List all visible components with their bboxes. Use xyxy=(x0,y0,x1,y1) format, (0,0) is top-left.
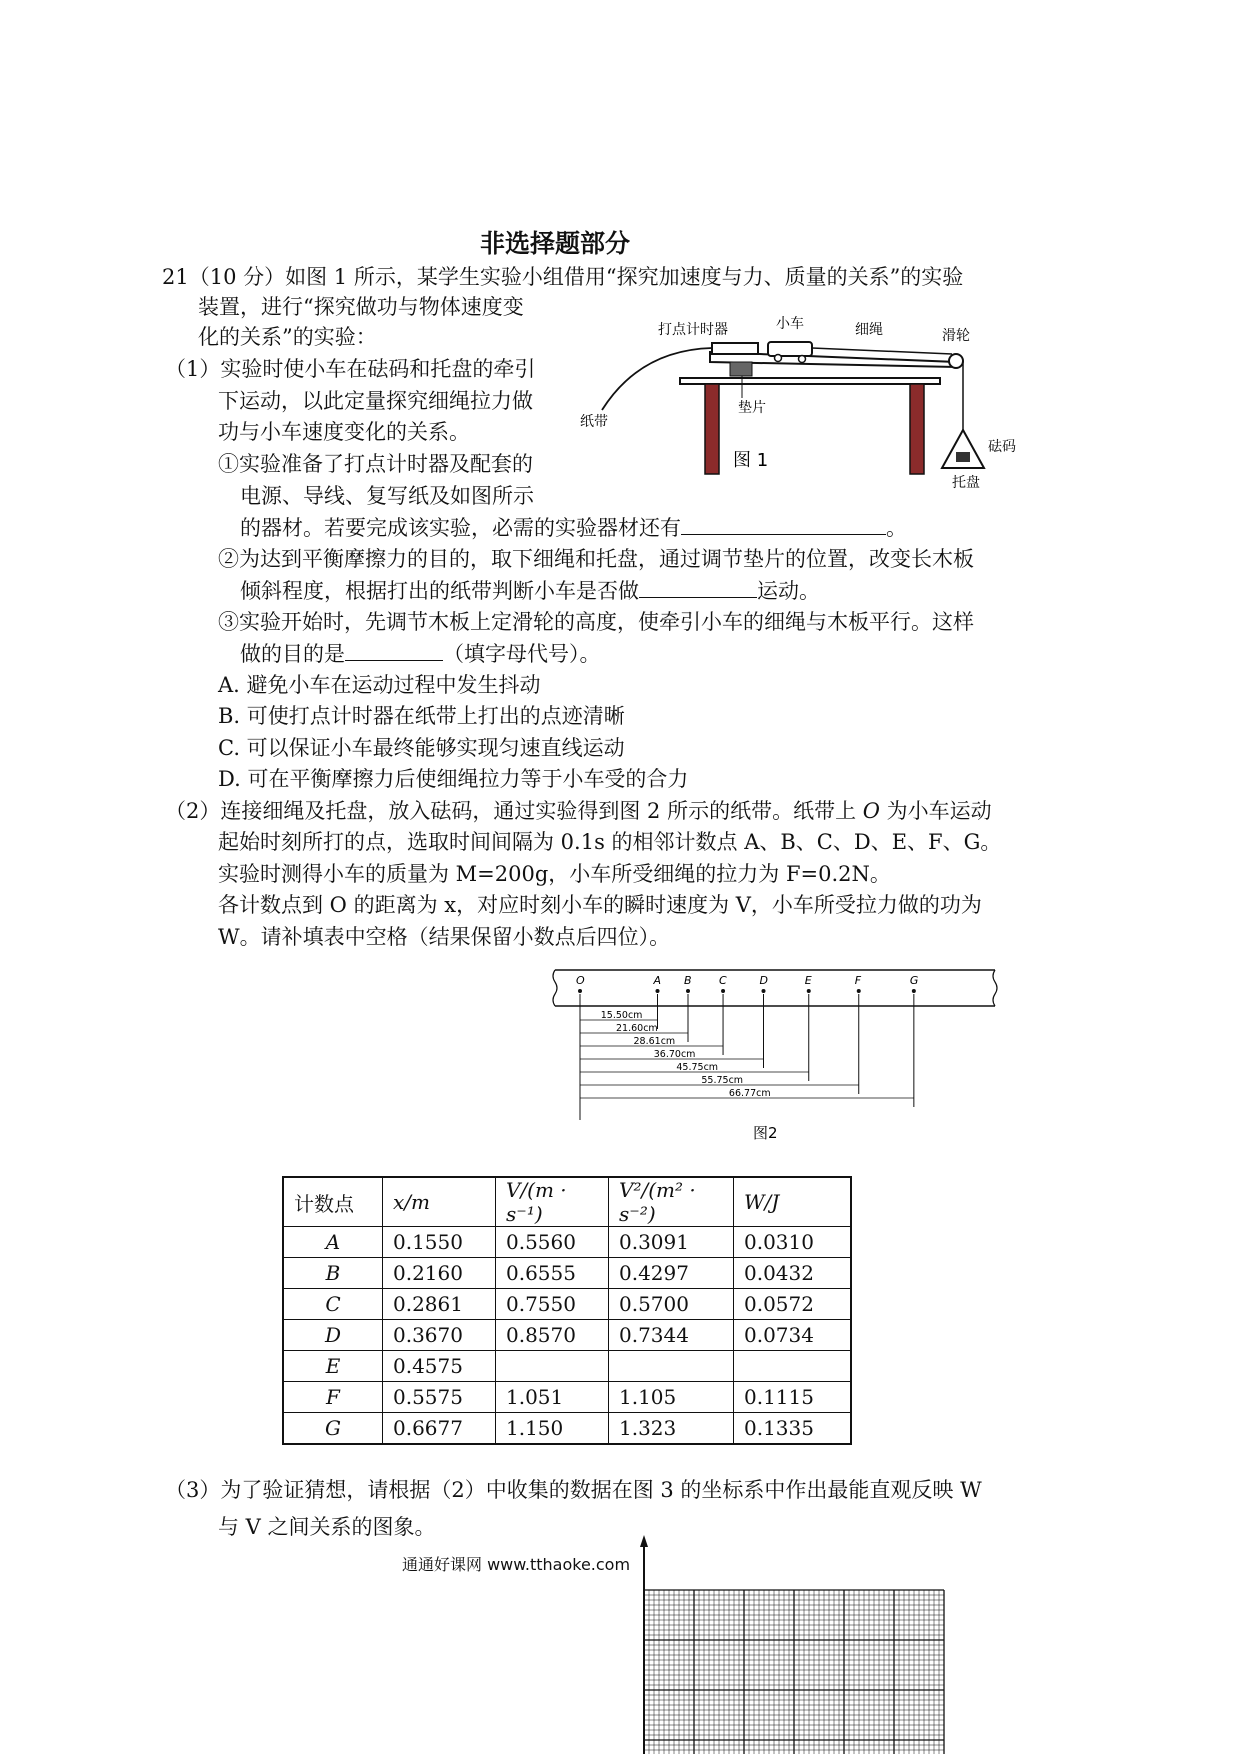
answer-blank-equipment[interactable] xyxy=(681,512,886,535)
tape-dot xyxy=(762,989,766,993)
option-a: A. 避免小车在运动过程中发生抖动 xyxy=(218,673,541,697)
section-title: 非选择题部分 xyxy=(480,229,631,258)
figure-1-apparatus xyxy=(580,310,1020,492)
tape-point-label: B xyxy=(684,974,692,987)
part1-line1: （1）实验时使小车在砝码和托盘的牵引 xyxy=(165,357,536,381)
part2-line3: 实验时测得小车的质量为 M=200g，小车所受细绳的拉力为 F=0.2N。 xyxy=(218,862,891,886)
figure-1-caption: 图 1 xyxy=(733,450,769,471)
table-cell: 0.7344 xyxy=(609,1320,734,1351)
figure-3-graph-paper[interactable] xyxy=(630,1535,950,1754)
table-leg-right xyxy=(910,384,924,474)
tape-point-label: A xyxy=(653,974,662,987)
table-header-row xyxy=(283,1177,851,1227)
table-row xyxy=(283,1351,851,1382)
grid xyxy=(644,1590,944,1754)
part3-line2: 与 V 之间关系的图象。 xyxy=(218,1515,436,1539)
q21-intro-line3: 化的关系”的实验： xyxy=(198,325,377,349)
dimension-label: 55.75cm xyxy=(701,1075,744,1086)
cell-point: E xyxy=(283,1351,383,1382)
table-cell: 0.5575 xyxy=(383,1382,496,1413)
step3-line1: ③实验开始时，先调节木板上定滑轮的高度，使牵引小车的细绳与木板平行。这样 xyxy=(218,610,974,634)
table-cell[interactable] xyxy=(734,1351,852,1382)
table-row xyxy=(283,1320,851,1351)
figure-2-paper-tape xyxy=(550,960,1000,1145)
dimension-label: 45.75cm xyxy=(676,1062,719,1073)
table-top xyxy=(680,378,940,384)
table-cell: 0.4297 xyxy=(609,1258,734,1289)
tape-dot xyxy=(656,989,660,993)
answer-blank-purpose[interactable] xyxy=(345,638,443,661)
cell-point: G xyxy=(283,1413,383,1445)
part1-line2: 下运动，以此定量探究细绳拉力做 xyxy=(218,389,533,413)
data-table xyxy=(282,1176,852,1445)
table-cell: 1.323 xyxy=(609,1413,734,1445)
tape-dot xyxy=(721,989,725,993)
tape-dot xyxy=(912,989,916,993)
step1-end: 。 xyxy=(886,516,907,540)
answer-blank-motion[interactable] xyxy=(639,575,757,598)
step2-end: 运动。 xyxy=(757,579,820,603)
y-axis-arrow-icon xyxy=(640,1535,648,1547)
pulley xyxy=(949,354,963,368)
tape-dot xyxy=(857,989,861,993)
table-cell: 0.4575 xyxy=(383,1351,496,1382)
tray xyxy=(942,430,984,468)
car-body xyxy=(768,342,812,356)
dimension-label: 36.70cm xyxy=(653,1049,696,1060)
step3-line2 xyxy=(240,638,601,669)
weights xyxy=(956,452,970,462)
cell-point: C xyxy=(283,1289,383,1320)
step1-line3 xyxy=(240,512,907,543)
header-x: x/m xyxy=(383,1177,496,1227)
tape-dot xyxy=(686,989,690,993)
timer-device xyxy=(712,343,758,354)
option-b: B. 可使打点计时器在纸带上打出的点迹清晰 xyxy=(218,704,625,728)
step1-line2: 电源、导线、复写纸及如图所示 xyxy=(240,484,534,508)
step2-line2 xyxy=(240,575,820,606)
part2-line1 xyxy=(165,796,992,826)
table-cell: 0.1335 xyxy=(734,1413,852,1445)
label-pulley: 滑轮 xyxy=(942,328,970,344)
table-cell: 0.1550 xyxy=(383,1227,496,1258)
cell-point: A xyxy=(283,1227,383,1258)
tape-point-label: E xyxy=(804,974,812,987)
label-pad: 垫片 xyxy=(738,400,766,416)
table-cell: 0.0310 xyxy=(734,1227,852,1258)
part2-point-o: O xyxy=(862,799,880,823)
part2-text-a: （2）连接细绳及托盘，放入砝码，通过实验得到图 2 所示的纸带。纸带上 xyxy=(165,799,863,823)
table-cell: 0.8570 xyxy=(496,1320,609,1351)
dimension-label: 66.77cm xyxy=(728,1088,771,1099)
label-tape: 纸带 xyxy=(580,414,608,430)
table-cell: 0.3091 xyxy=(609,1227,734,1258)
label-timer: 打点计时器 xyxy=(658,322,728,338)
table-row xyxy=(283,1289,851,1320)
step1-line1: ①实验准备了打点计时器及配套的 xyxy=(218,452,533,476)
table-cell: 0.0734 xyxy=(734,1320,852,1351)
header-v: V/(m · s⁻¹) xyxy=(496,1177,609,1227)
step3-end: （填字母代号）。 xyxy=(443,642,601,666)
cell-point: B xyxy=(283,1258,383,1289)
tape-point-label: F xyxy=(854,974,862,987)
table-row xyxy=(283,1258,851,1289)
figure-2-caption: 图2 xyxy=(753,1124,778,1142)
cell-point: F xyxy=(283,1382,383,1413)
step1-text: 的器材。若要完成该实验，必需的实验器材还有 xyxy=(240,516,681,540)
table-row xyxy=(283,1413,851,1445)
table-cell: 0.0572 xyxy=(734,1289,852,1320)
table-cell: 0.7550 xyxy=(496,1289,609,1320)
option-c: C. 可以保证小车最终能够实现匀速直线运动 xyxy=(218,736,625,760)
q21-intro-line2: 装置，进行“探究做功与物体速度变 xyxy=(198,295,524,319)
table-cell: 0.5700 xyxy=(609,1289,734,1320)
step2-line1: ②为达到平衡摩擦力的目的，取下细绳和托盘，通过调节垫片的位置，改变长木板 xyxy=(218,547,974,571)
watermark-text: 通通好课网 www.tthaoke.com xyxy=(402,1555,631,1574)
header-point: 计数点 xyxy=(283,1177,383,1227)
header-w: W/J xyxy=(734,1177,852,1227)
part3-line1: （3）为了验证猜想，请根据（2）中收集的数据在图 3 的坐标系中作出最能直观反映 W xyxy=(165,1478,982,1502)
tape-dimensions xyxy=(580,1010,914,1099)
cell-point: D xyxy=(283,1320,383,1351)
part2-line5: W。请补填表中空格（结果保留小数点后四位）。 xyxy=(218,925,671,949)
table-cell: 0.1115 xyxy=(734,1382,852,1413)
part1-line3: 功与小车速度变化的关系。 xyxy=(218,420,470,444)
label-car: 小车 xyxy=(776,316,804,332)
label-weight: 砝码 xyxy=(988,439,1016,455)
table-cell: 1.051 xyxy=(496,1382,609,1413)
table-cell: 0.6555 xyxy=(496,1258,609,1289)
table-cell: 1.105 xyxy=(609,1382,734,1413)
table-leg-left xyxy=(705,384,719,474)
table-cell: 1.150 xyxy=(496,1413,609,1445)
table-cell: 0.0432 xyxy=(734,1258,852,1289)
table-cell: 0.6677 xyxy=(383,1413,496,1445)
dimension-label: 28.61cm xyxy=(633,1036,676,1047)
tape-dot xyxy=(807,989,811,993)
table-cell: 0.2160 xyxy=(383,1258,496,1289)
step2-text: 倾斜程度，根据打出的纸带判断小车是否做 xyxy=(240,579,639,603)
tape-point-label: O xyxy=(576,974,585,987)
table-cell: 0.3670 xyxy=(383,1320,496,1351)
table-cell[interactable] xyxy=(609,1351,734,1382)
dimension-label: 15.50cm xyxy=(600,1010,643,1021)
table-cell: 0.5560 xyxy=(496,1227,609,1258)
table-cell[interactable] xyxy=(496,1351,609,1382)
tape-point-label: G xyxy=(909,974,919,987)
q21-intro-line1: 21（10 分）如图 1 所示，某学生实验小组借用“探究加速度与力、质量的关系”的实验 xyxy=(162,265,964,289)
part2-text-c: 为小车运动 xyxy=(879,799,992,823)
rope xyxy=(812,348,952,354)
step3-text: 做的目的是 xyxy=(240,642,345,666)
part2-line4: 各计数点到 O 的距离为 x，对应时刻小车的瞬时速度为 V，小车所受拉力做的功为 xyxy=(218,893,982,917)
table-row xyxy=(283,1382,851,1413)
header-v2: V²/(m² · s⁻²) xyxy=(609,1177,734,1227)
part2-line2: 起始时刻所打的点，选取时间间隔为 0.1s 的相邻计数点 A、B、C、D、E、F、G。 xyxy=(218,830,1002,854)
option-d: D. 可在平衡摩擦力后使细绳拉力等于小车受的合力 xyxy=(218,767,689,791)
dimension-label: 21.60cm xyxy=(616,1023,658,1034)
pad-block xyxy=(730,362,752,376)
label-tray: 托盘 xyxy=(952,475,980,491)
tape-point-label: C xyxy=(719,974,727,987)
tape-point-label: D xyxy=(759,974,768,987)
table-row xyxy=(283,1227,851,1258)
label-rope: 细绳 xyxy=(855,322,883,338)
table-cell: 0.2861 xyxy=(383,1289,496,1320)
tape-dot xyxy=(578,989,582,993)
